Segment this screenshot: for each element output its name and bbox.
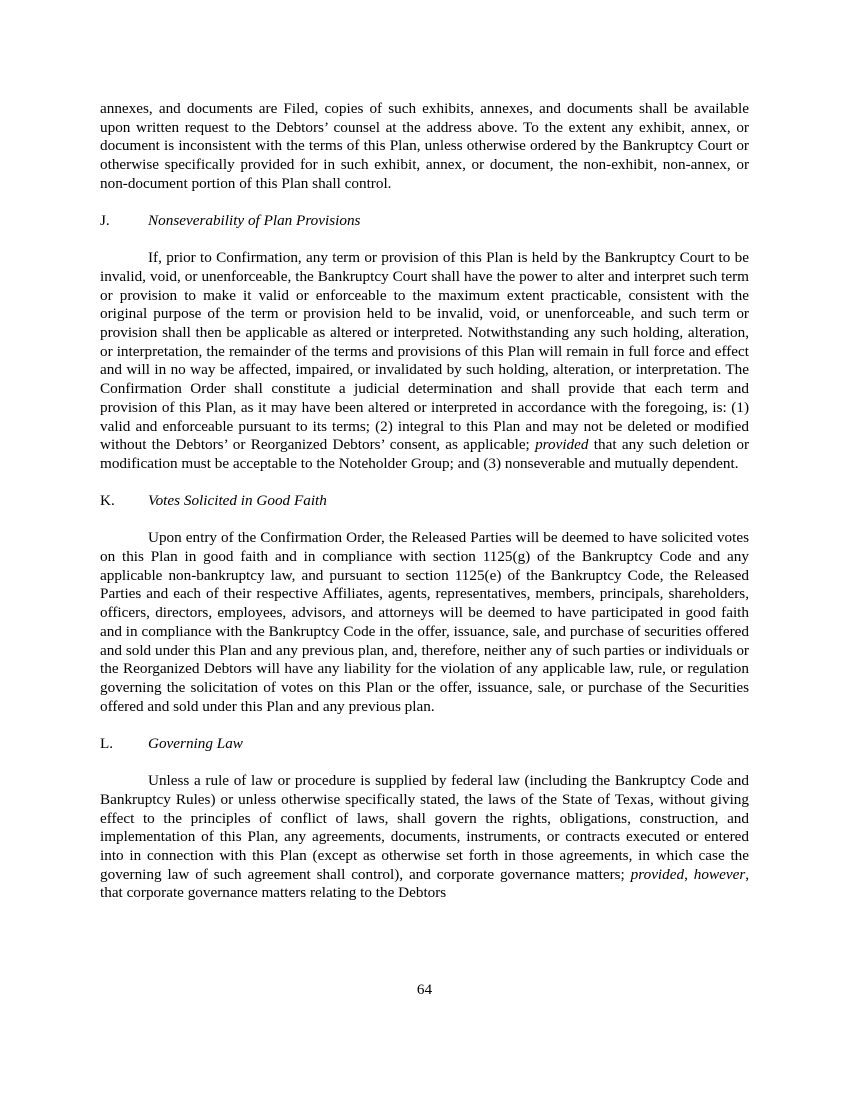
section-j-body xyxy=(100,249,749,473)
section-k-title: Votes Solicited in Good Faith xyxy=(148,492,327,510)
section-l-text-1: Unless a rule of law or procedure is supplied by federal law (including the Bankruptcy Code and Bankruptcy Rules) or unless otherwise specifically stated, the laws of the State of Texas, without giving effect to the principles of conflict of laws, shall govern the rights, obligations, construction, and implementation of this Plan, any agreements, documents, instruments, or contracts executed or entered into in connection with this Plan (except as otherwise set forth in those agreements, in which case the governing law of such agreement shall control), and corporate governance matters; xyxy=(100,772,749,883)
section-l-provided: provided xyxy=(630,865,685,883)
section-j-title: Nonseverability of Plan Provisions xyxy=(148,212,361,230)
section-j-text-2: that any such deletion or modification must be acceptable to the Noteholder Group; and (3) nonseverable and mutually dependent. xyxy=(100,436,749,472)
section-l-title: Governing Law xyxy=(148,734,243,752)
section-j-text-1: If, prior to Confirmation, any term or provision of this Plan is held by the Bankruptcy Court to be invalid, void, or unenforceable, the Bankruptcy Court shall have the power to alter and interpret such term or provision to make it valid or enforceable to the maximum extent practicable, consistent with the original purpose of the term or provision held to be invalid, void, or unenforceable, and such term or provision shall then be applicable as altered or interpreted. Notwithstanding any such holding, alteration, or interpretation, the remainder of the terms and provisions of this Plan will remain in full force and effect and will in no way be affected, impaired, or invalidated by such holding, alteration, or interpretation. The Confirmation Order shall constitute a judicial determination and shall provide that each term and provision of this Plan, as it may have been altered or interpreted in accordance with the foregoing, is: (1) valid and enforceable pursuant to its terms; (2) integral to this Plan and may not be deleted or modified without the Debtors’ or Reorganized Debtors’ consent, as applicable; xyxy=(100,249,749,454)
section-l-however: however xyxy=(693,865,746,883)
section-l-comma: , xyxy=(684,865,688,883)
opening-paragraph: annexes, and documents are Filed, copies of such exhibits, annexes, and documents shall be available upon written request to the Debtors’ counsel at the address above. To the extent any exhibit, annex, or document is inconsistent with the terms of this Plan, unless otherwise ordered by the Bankruptcy Court or otherwise specifically provided for in such exhibit, annex, or document, the non-exhibit, non-annex, or non-document portion of this Plan shall control. xyxy=(100,100,749,192)
section-j-provided: provided xyxy=(535,436,589,454)
section-k-letter: K. xyxy=(100,492,115,510)
section-k-heading xyxy=(100,492,749,511)
section-l-letter: L. xyxy=(100,734,114,752)
section-k-body: Upon entry of the Confirmation Order, the Released Parties will be deemed to have solicited votes on this Plan in good faith and in compliance with section 1125(g) of the Bankruptcy Code and any applicable non-bankruptcy law, and pursuant to section 1125(e) of the Bankruptcy Code, the Released Parties and each of their respective Affiliates, agents, representatives, members, principals, shareholders, officers, directors, employees, advisors, and attorneys will be deemed to have participated in good faith and in compliance with the Bankruptcy Code in the offer, issuance, sale, and purchase of securities offered and sold under this Plan and any previous plan, and, therefore, neither any of such parties or individuals or the Reorganized Debtors will have any liability for the violation of any applicable law, rule, or regulation governing the solicitation of votes on this Plan or the offer, issuance, sale, or purchase of the Securities offered and sold under this Plan and any previous plan. xyxy=(100,529,749,715)
section-j-letter: J. xyxy=(100,212,110,230)
page-number: 64 xyxy=(416,981,433,998)
document-page xyxy=(100,100,749,903)
section-l-text-2: , that corporate governance matters relating to the Debtors xyxy=(100,865,750,902)
section-l-heading xyxy=(100,735,749,754)
section-j-heading xyxy=(100,212,749,231)
section-l-body xyxy=(100,772,749,903)
